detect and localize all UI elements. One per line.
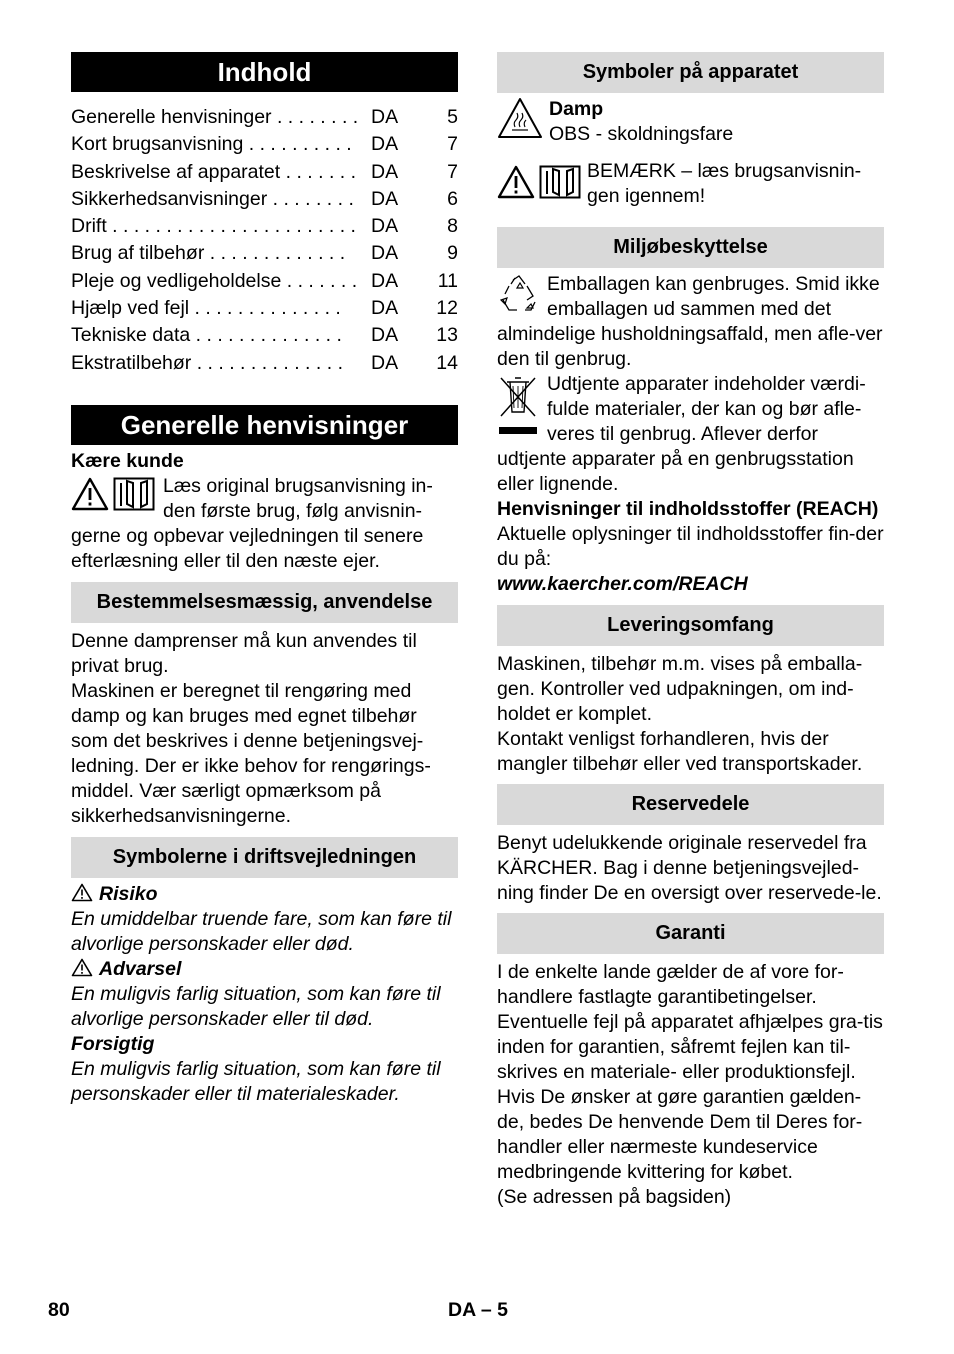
spare-parts-heading: Reservedele xyxy=(497,784,884,825)
manual-book-icon xyxy=(113,477,155,511)
toc-entry-title: Drift . . . . . . . . . . . . . . . . . . . . . . . xyxy=(71,215,356,238)
toc-heading: Indhold xyxy=(71,52,458,92)
warning-triangle-icon xyxy=(71,477,109,511)
toc-entry-title: Brug af tilbehør . . . . . . . . . . . . . xyxy=(71,242,346,265)
section-label: DA – 5 xyxy=(448,1299,508,1321)
risk-line xyxy=(71,882,458,907)
hot-steam-warning-icon xyxy=(497,97,543,139)
toc-entry-page: 7 xyxy=(447,133,458,156)
toc-entry[interactable] xyxy=(71,350,458,377)
intended-use-p2: Maskinen er beregnet til rengøring med damp og kan bruges med egnet tilbehør som det beskrives i denne betjeningsvej-ledning. Der er ikke behov for rengørings-middel. Vær særligt opmærksom på sikkerhedsanvisningerne. xyxy=(71,679,431,827)
note-text: BEMÆRK – læs brugsanvisnin-gen igennem! xyxy=(587,160,862,207)
warranty-p2: (Se adressen på bagsiden) xyxy=(497,1186,732,1208)
toc-entry-page: 14 xyxy=(436,351,458,374)
toc-entry-page: 5 xyxy=(447,106,458,128)
device-symbols-heading: Symboler på apparatet xyxy=(497,52,884,93)
toc-entry[interactable] xyxy=(71,240,458,267)
steam-label: Damp xyxy=(549,98,604,120)
steam-icon-box xyxy=(497,97,543,139)
steam-text-block xyxy=(549,97,733,147)
warranty-heading: Garanti xyxy=(497,913,884,954)
packaging-text: Emballagen kan genbruges. Smid ikke emballagen ud sammen med det almindelige husholdningsaffald, men afle-ver den til genbrug. xyxy=(497,273,883,370)
toc-entry-lang: DA xyxy=(371,187,399,210)
toc-entry-page: 6 xyxy=(447,187,458,210)
toc-entry-lang: DA xyxy=(371,133,399,156)
note-manual-book-icon xyxy=(539,165,581,199)
toc-entry-lang: DA xyxy=(371,242,399,265)
warning-line xyxy=(71,957,458,982)
toc-entry-lang: DA xyxy=(371,297,399,320)
left-column xyxy=(71,52,458,1107)
warranty-p1: I de enkelte lande gælder de af vore for-handlere fastlagte garantibetingelser. Eventuelle fejl på apparatet afhjælpes gra-tis inden for garantien, såfremt fejlen kan til-skrives en materiale- eller produktionsfejl. Hvis De ønsker at gøre garantien gælden-de, bedes De henvende Dem til Deres for-handler eller nærmeste kundeservice medbringende kvittering for købet. xyxy=(497,961,883,1183)
toc-entry-lang: DA xyxy=(371,215,399,238)
toc-entry-title: Hjælp ved fejl . . . . . . . . . . . . . . xyxy=(71,297,341,320)
toc-entry[interactable] xyxy=(71,268,458,295)
toc-entry-page: 11 xyxy=(437,269,458,292)
caution-label: Forsigtig xyxy=(71,1032,155,1055)
risk-text: En umiddelbar truende fare, som kan føre til alvorlige personskader eller død. xyxy=(71,907,452,955)
toc-entry[interactable] xyxy=(71,322,458,349)
advarsel-warning-icon xyxy=(71,958,93,977)
toc-entry-title: Sikkerhedsanvisninger . . . . . . . . xyxy=(71,187,354,210)
toc-entry-title: Kort brugsanvisning . . . . . . . . . . xyxy=(71,133,352,156)
risk-label: Risiko xyxy=(99,882,158,905)
delivery-p1: Maskinen, tilbehør m.m. vises på emballa-gen. Kontroller ved udpakningen, om ind-holdet er komplet. xyxy=(497,653,863,725)
toc-entry-title: Beskrivelse af apparatet . . . . . . . xyxy=(71,160,357,183)
delivery-p2: Kontakt venligst forhandleren, hvis der mangler tilbehør eller ved transportskader. xyxy=(497,728,863,775)
toc-entry-lang: DA xyxy=(371,324,399,347)
intro-icons xyxy=(71,477,155,511)
intended-use-p1: Denne damprenser må kun anvendes til privat brug. xyxy=(71,629,417,677)
steam-text: OBS - skoldningsfare xyxy=(549,123,734,145)
disposal-text: Udtjente apparater indeholder værdi-fulde materialer, der kan og bør afle-veres til genbrug. Aflever derfor udtjente apparater på en genbrugsstation eller lignende. xyxy=(497,373,866,495)
toc-entry-page: 8 xyxy=(447,215,458,238)
intended-use-heading: Bestemmelsesmæssig, anvendelse xyxy=(71,582,458,623)
toc-entry-lang: DA xyxy=(371,106,399,128)
toc-entry-title: Generelle henvisninger . . . . . . . . xyxy=(71,106,359,128)
toc-entry-lang: DA xyxy=(371,269,399,292)
toc-entry-page: 13 xyxy=(436,324,458,347)
dear-customer-label: Kære kunde xyxy=(71,449,184,472)
intro-block xyxy=(71,474,458,574)
caution-text: En muligvis farlig situation, som kan føre til personskader eller til materialeskader. xyxy=(71,1057,441,1105)
note-symbol-row xyxy=(497,159,884,209)
toc-entry-page: 12 xyxy=(436,297,458,320)
steam-symbol-row xyxy=(497,97,884,147)
toc-entry-title: Ekstratilbehør . . . . . . . . . . . . . . xyxy=(71,351,343,374)
reach-heading: Henvisninger til indholdsstoffer (REACH) xyxy=(497,498,879,520)
toc-entry[interactable] xyxy=(71,159,458,186)
right-column xyxy=(497,52,884,1210)
toc-entry[interactable] xyxy=(71,131,458,158)
recycle-icon xyxy=(497,274,541,316)
toc-entry[interactable] xyxy=(71,295,458,322)
note-warning-triangle-icon xyxy=(497,165,535,199)
disposal-block xyxy=(497,372,884,497)
warning-text: En muligvis farlig situation, som kan føre til alvorlige personskader eller til død. xyxy=(71,982,441,1030)
spare-parts-text: Benyt udelukkende originale reservedel fra KÄRCHER. Bag i denne betjeningsvejled-ning finder De en oversigt over reservede-le. xyxy=(497,832,882,904)
toc-entry-lang: DA xyxy=(371,160,399,183)
note-icon-box xyxy=(497,165,581,199)
risk-warning-icon xyxy=(71,883,93,902)
toc-entry[interactable] xyxy=(71,104,458,131)
crossed-bin-icon xyxy=(497,374,539,438)
toc-entry[interactable] xyxy=(71,213,458,240)
toc-entry-page: 9 xyxy=(447,242,458,265)
warning-label: Advarsel xyxy=(99,957,182,980)
manual-symbols-heading: Symbolerne i driftsvejledningen xyxy=(71,837,458,878)
toc-entry-page: 7 xyxy=(447,160,458,183)
toc-list xyxy=(71,104,458,377)
toc-entry-title: Pleje og vedligeholdelse . . . . . . . xyxy=(71,269,358,292)
reach-url-link[interactable]: www.kaercher.com/REACH xyxy=(497,573,748,595)
delivery-heading: Leveringsomfang xyxy=(497,605,884,646)
packaging-block xyxy=(497,272,884,372)
toc-entry-lang: DA xyxy=(371,351,399,374)
intro-text: Læs original brugsanvisning in-den første brug, følg anvisnin-gerne og opbevar vejledningen til senere efterlæsning eller til den næste ejer. xyxy=(71,474,433,572)
reach-text: Aktuelle oplysninger til indholdsstoffer fin-der du på: xyxy=(497,523,884,570)
page-number: 80 xyxy=(48,1299,70,1321)
general-heading: Generelle henvisninger xyxy=(71,405,458,445)
environment-heading: Miljøbeskyttelse xyxy=(497,227,884,268)
toc-entry-title: Tekniske data . . . . . . . . . . . . . . xyxy=(71,324,342,347)
toc-entry[interactable] xyxy=(71,186,458,213)
